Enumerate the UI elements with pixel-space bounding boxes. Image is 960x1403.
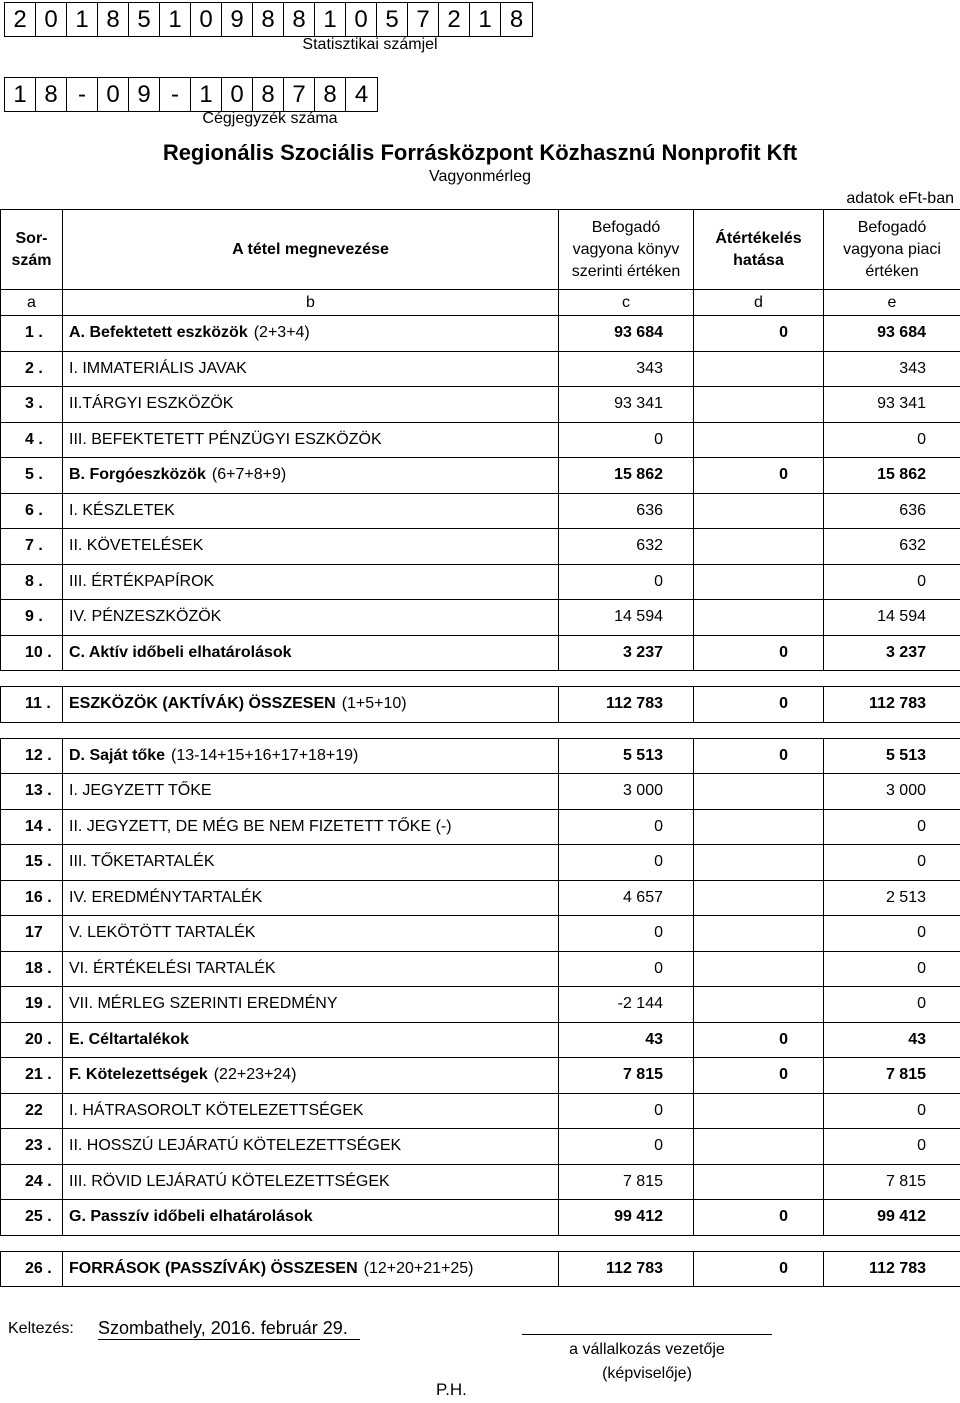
revaluation-value: 0 — [694, 458, 824, 494]
item-label-text: IV. PÉNZESZKÖZÖK — [69, 608, 222, 626]
item-label-text: FORRÁSOK (PASSZÍVÁK) ÖSSZESEN — [69, 1259, 358, 1277]
revaluation-value — [694, 987, 824, 1023]
item-label-text: VI. ÉRTÉKELÉSI TARTALÉK — [69, 959, 276, 977]
market-value: 0 — [824, 1129, 960, 1165]
table-row — [1, 916, 960, 952]
row-number: 13 . — [1, 774, 63, 810]
book-value: 3 237 — [559, 635, 694, 671]
company-registration-digit: 8 — [36, 78, 67, 111]
row-number: 18 . — [1, 951, 63, 987]
company-registration-boxes — [4, 77, 378, 112]
column-letter: b — [63, 290, 559, 316]
spacer-row — [1, 722, 960, 738]
statistical-number-digit: 1 — [160, 3, 191, 36]
item-label — [63, 1058, 559, 1094]
book-value: 0 — [559, 422, 694, 458]
market-value: 93 341 — [824, 387, 960, 423]
item-formula: (2+3+4) — [253, 324, 310, 342]
item-label — [63, 458, 559, 494]
statistical-number-digit: 5 — [377, 3, 408, 36]
revaluation-value — [694, 774, 824, 810]
revaluation-value — [694, 529, 824, 565]
item-label-text: I. KÉSZLETEK — [69, 501, 175, 519]
table-row — [1, 564, 960, 600]
item-label-text: II. KÖVETELÉSEK — [69, 537, 204, 555]
market-value: 7 815 — [824, 1164, 960, 1200]
market-value: 112 783 — [824, 687, 960, 723]
table-row — [1, 738, 960, 774]
item-label — [63, 1251, 559, 1287]
header-book-value: Befogadó vagyona könyv szerinti értéken — [559, 210, 694, 290]
book-value: 0 — [559, 845, 694, 881]
book-value: 0 — [559, 564, 694, 600]
column-letter: c — [559, 290, 694, 316]
statistical-number-digit: 0 — [191, 3, 222, 36]
item-label-text: E. Céltartalékok — [69, 1030, 190, 1048]
total-row — [1, 687, 960, 723]
market-value: 343 — [824, 351, 960, 387]
row-number: 4 . — [1, 422, 63, 458]
item-formula: (13-14+15+16+17+18+19) — [171, 746, 359, 764]
table-row — [1, 1093, 960, 1129]
statistical-number-caption: Statisztikai számjel — [302, 36, 438, 53]
table-row — [1, 387, 960, 423]
item-label — [63, 600, 559, 636]
market-value: 0 — [824, 951, 960, 987]
item-label-text: C. Aktív időbeli elhatárolások — [69, 643, 292, 661]
table-row — [1, 809, 960, 845]
book-value: -2 144 — [559, 987, 694, 1023]
row-number: 1 . — [1, 316, 63, 352]
table-row — [1, 316, 960, 352]
revaluation-value — [694, 422, 824, 458]
revaluation-value — [694, 564, 824, 600]
item-formula: (22+23+24) — [213, 1066, 297, 1084]
book-value: 93 341 — [559, 387, 694, 423]
row-number: 25 . — [1, 1200, 63, 1236]
statistical-number-digit: 0 — [346, 3, 377, 36]
spacer-cell — [63, 1235, 559, 1251]
spacer-cell — [824, 722, 960, 738]
company-registration-digit: 7 — [284, 78, 315, 111]
document-type: Vagyonmérleg — [429, 168, 531, 185]
company-registration-digit: - — [67, 78, 98, 111]
statistical-number-digit: 7 — [408, 3, 439, 36]
book-value: 4 657 — [559, 880, 694, 916]
book-value: 0 — [559, 916, 694, 952]
statistical-number-digit: 8 — [98, 3, 129, 36]
spacer-cell — [824, 1235, 960, 1251]
book-value: 5 513 — [559, 738, 694, 774]
item-label — [63, 387, 559, 423]
book-value: 93 684 — [559, 316, 694, 352]
market-value: 3 000 — [824, 774, 960, 810]
spacer-cell — [63, 722, 559, 738]
signer-title: a vállalkozás vezetője — [569, 1341, 725, 1358]
statistical-number-boxes — [4, 2, 533, 37]
item-label-text: ESZKÖZÖK (AKTÍVÁK) ÖSSZESEN — [69, 695, 336, 713]
market-value: 0 — [824, 564, 960, 600]
table-row — [1, 351, 960, 387]
row-number: 23 . — [1, 1129, 63, 1165]
table-row — [1, 987, 960, 1023]
book-value: 3 000 — [559, 774, 694, 810]
item-label-text: VII. MÉRLEG SZERINTI EREDMÉNY — [69, 995, 338, 1013]
item-label — [63, 351, 559, 387]
date-label: Keltezés: — [8, 1320, 74, 1337]
table-row — [1, 1129, 960, 1165]
spacer-cell — [559, 722, 694, 738]
column-letter: e — [824, 290, 960, 316]
spacer-cell — [1, 671, 63, 687]
revaluation-value — [694, 916, 824, 952]
table-row — [1, 774, 960, 810]
company-registration-digit: 1 — [191, 78, 222, 111]
book-value: 0 — [559, 951, 694, 987]
book-value: 15 862 — [559, 458, 694, 494]
row-number: 11 . — [1, 687, 63, 723]
book-value: 632 — [559, 529, 694, 565]
revaluation-value — [694, 951, 824, 987]
spacer-cell — [824, 671, 960, 687]
row-number: 26 . — [1, 1251, 63, 1287]
book-value: 636 — [559, 493, 694, 529]
revaluation-value — [694, 1129, 824, 1165]
company-registration-digit: - — [160, 78, 191, 111]
item-label — [63, 774, 559, 810]
statistical-number-digit: 8 — [509, 5, 524, 33]
item-label — [63, 738, 559, 774]
book-value: 0 — [559, 1093, 694, 1129]
total-row — [1, 1251, 960, 1287]
table-row — [1, 493, 960, 529]
spacer-cell — [1, 1235, 63, 1251]
item-label-text: A. Befektetett eszközök — [69, 324, 248, 342]
item-label-text: I. HÁTRASOROLT KÖTELEZETTSÉGEK — [69, 1101, 364, 1119]
item-label — [63, 880, 559, 916]
revaluation-value — [694, 387, 824, 423]
statistical-number-digit: 1 — [315, 3, 346, 36]
book-value: 7 815 — [559, 1164, 694, 1200]
market-value: 0 — [824, 845, 960, 881]
item-label — [63, 1200, 559, 1236]
spacer-cell — [63, 671, 559, 687]
market-value: 0 — [824, 1093, 960, 1129]
market-value: 43 — [824, 1022, 960, 1058]
item-label — [63, 1164, 559, 1200]
market-value: 3 237 — [824, 635, 960, 671]
row-number: 5 . — [1, 458, 63, 494]
company-registration-digit: 0 — [222, 78, 253, 111]
statistical-number-digit: 2 — [5, 3, 36, 36]
company-registration-digit: 8 — [315, 78, 346, 111]
company-registration-digit: 8 — [253, 78, 284, 111]
row-number: 22 — [1, 1093, 63, 1129]
item-label — [63, 687, 559, 723]
table-row — [1, 845, 960, 881]
market-value: 632 — [824, 529, 960, 565]
unit-note: adatok eFt-ban — [846, 190, 954, 207]
table-row — [1, 529, 960, 565]
row-number: 6 . — [1, 493, 63, 529]
table-row — [1, 880, 960, 916]
signature-line — [522, 1334, 772, 1335]
item-formula: (1+5+10) — [341, 695, 407, 713]
market-value: 93 684 — [824, 316, 960, 352]
company-registration-caption: Cégjegyzék száma — [202, 110, 338, 127]
revaluation-value: 0 — [694, 635, 824, 671]
market-value: 0 — [824, 916, 960, 952]
header-revaluation: Átértékelés hatása — [694, 210, 824, 290]
book-value: 343 — [559, 351, 694, 387]
signer-role: (képviselője) — [602, 1365, 692, 1382]
company-registration-digit: 1 — [5, 78, 36, 111]
table-row — [1, 951, 960, 987]
item-label-text: II. HOSSZÚ LEJÁRATÚ KÖTELEZETTSÉGEK — [69, 1137, 402, 1155]
table-row — [1, 1022, 960, 1058]
revaluation-value — [694, 351, 824, 387]
revaluation-value — [694, 600, 824, 636]
book-value: 14 594 — [559, 600, 694, 636]
book-value: 43 — [559, 1022, 694, 1058]
revaluation-value: 0 — [694, 1200, 824, 1236]
item-label — [63, 987, 559, 1023]
table-row — [1, 600, 960, 636]
item-formula: (12+20+21+25) — [363, 1259, 474, 1277]
item-label-text: III. RÖVID LEJÁRATÚ KÖTELEZETTSÉGEK — [69, 1172, 390, 1190]
column-letters-row — [1, 290, 960, 316]
statistical-number-digit: 1 — [470, 3, 501, 36]
statistical-number-digit: 8 — [284, 3, 315, 36]
book-value: 112 783 — [559, 687, 694, 723]
item-label — [63, 1093, 559, 1129]
spacer-cell — [1, 722, 63, 738]
revaluation-value — [694, 1164, 824, 1200]
table-row — [1, 1058, 960, 1094]
spacer-row — [1, 1235, 960, 1251]
market-value: 7 815 — [824, 1058, 960, 1094]
item-label — [63, 564, 559, 600]
statistical-number-digit: 8 — [253, 3, 284, 36]
balance-sheet-table — [0, 209, 960, 1287]
item-formula: (6+7+8+9) — [211, 466, 287, 484]
revaluation-value: 0 — [694, 316, 824, 352]
market-value: 112 783 — [824, 1251, 960, 1287]
market-value: 14 594 — [824, 600, 960, 636]
statistical-number-digit: 1 — [67, 3, 98, 36]
market-value: 15 862 — [824, 458, 960, 494]
item-label-text: IV. EREDMÉNYTARTALÉK — [69, 888, 263, 906]
item-label-text: I. IMMATERIÁLIS JAVAK — [69, 359, 247, 377]
market-value: 2 513 — [824, 880, 960, 916]
header-row-number: Sor-szám — [1, 210, 63, 290]
row-number: 2 . — [1, 351, 63, 387]
revaluation-value: 0 — [694, 738, 824, 774]
signer-caption — [522, 1338, 772, 1386]
item-label-text: D. Saját tőke — [69, 746, 166, 764]
market-value: 5 513 — [824, 738, 960, 774]
book-value: 99 412 — [559, 1200, 694, 1236]
revaluation-value — [694, 845, 824, 881]
company-registration-digit: 4 — [354, 80, 369, 108]
revaluation-value — [694, 880, 824, 916]
item-label — [63, 1129, 559, 1165]
revaluation-value: 0 — [694, 1251, 824, 1287]
revaluation-value: 0 — [694, 687, 824, 723]
spacer-cell — [694, 671, 824, 687]
column-letter: a — [1, 290, 63, 316]
table-row — [1, 635, 960, 671]
row-number: 17 — [1, 916, 63, 952]
item-label-text: III. ÉRTÉKPAPÍROK — [69, 572, 215, 590]
header-item-name: A tétel megnevezése — [63, 210, 559, 290]
spacer-cell — [694, 722, 824, 738]
revaluation-value: 0 — [694, 1058, 824, 1094]
revaluation-value — [694, 1093, 824, 1129]
item-label-text: III. BEFEKTETETT PÉNZÜGYI ESZKÖZÖK — [69, 430, 382, 448]
statistical-number-digit: 2 — [439, 3, 470, 36]
market-value: 99 412 — [824, 1200, 960, 1236]
stamp-placeholder: P.H. — [436, 1380, 467, 1399]
spacer-cell — [559, 1235, 694, 1251]
item-label-text: I. JEGYZETT TŐKE — [69, 782, 212, 800]
item-label — [63, 422, 559, 458]
statistical-number-digit: 0 — [36, 3, 67, 36]
table-row — [1, 1164, 960, 1200]
item-label-text: F. Kötelezettségek — [69, 1066, 208, 1084]
row-number: 14 . — [1, 809, 63, 845]
revaluation-value — [694, 809, 824, 845]
table-row — [1, 422, 960, 458]
spacer-cell — [559, 671, 694, 687]
row-number: 9 . — [1, 600, 63, 636]
company-registration-digit: 0 — [98, 78, 129, 111]
item-label — [63, 1022, 559, 1058]
column-letter: d — [694, 290, 824, 316]
row-number: 19 . — [1, 987, 63, 1023]
item-label — [63, 635, 559, 671]
item-label — [63, 809, 559, 845]
row-number: 15 . — [1, 845, 63, 881]
market-value: 636 — [824, 493, 960, 529]
statistical-number-digit: 5 — [129, 3, 160, 36]
item-label — [63, 493, 559, 529]
book-value: 7 815 — [559, 1058, 694, 1094]
table-row — [1, 458, 960, 494]
item-label-text: V. LEKÖTÖTT TARTALÉK — [69, 924, 256, 942]
item-label-text: G. Passzív időbeli elhatárolások — [69, 1208, 313, 1226]
item-label-text: II. JEGYZETT, DE MÉG BE NEM FIZETETT TŐKE (-) — [69, 817, 452, 835]
spacer-cell — [694, 1235, 824, 1251]
book-value: 0 — [559, 1129, 694, 1165]
row-number: 8 . — [1, 564, 63, 600]
item-label — [63, 916, 559, 952]
row-number: 24 . — [1, 1164, 63, 1200]
row-number: 12 . — [1, 738, 63, 774]
item-label — [63, 951, 559, 987]
market-value: 0 — [824, 422, 960, 458]
row-number: 20 . — [1, 1022, 63, 1058]
item-label-text: II.TÁRGYI ESZKÖZÖK — [69, 395, 234, 413]
revaluation-value — [694, 493, 824, 529]
market-value: 0 — [824, 987, 960, 1023]
revaluation-value: 0 — [694, 1022, 824, 1058]
company-name: Regionális Szociális Forrásközpont Közhasznú Nonprofit Kft — [162, 140, 798, 165]
item-label-text: III. TŐKETARTALÉK — [69, 853, 215, 871]
row-number: 3 . — [1, 387, 63, 423]
item-label — [63, 316, 559, 352]
item-label — [63, 845, 559, 881]
market-value: 0 — [824, 809, 960, 845]
book-value: 112 783 — [559, 1251, 694, 1287]
place-and-date: Szombathely, 2016. február 29. — [98, 1318, 360, 1340]
row-number: 16 . — [1, 880, 63, 916]
row-number: 7 . — [1, 529, 63, 565]
row-number: 10 . — [1, 635, 63, 671]
company-registration-digit: 9 — [129, 78, 160, 111]
statistical-number-digit: 9 — [222, 3, 253, 36]
table-row — [1, 1200, 960, 1236]
spacer-row — [1, 671, 960, 687]
item-label — [63, 529, 559, 565]
book-value: 0 — [559, 809, 694, 845]
item-label-text: B. Forgóeszközök — [69, 466, 206, 484]
row-number: 21 . — [1, 1058, 63, 1094]
header-market-value: Befogadó vagyona piaci értéken — [824, 210, 960, 290]
